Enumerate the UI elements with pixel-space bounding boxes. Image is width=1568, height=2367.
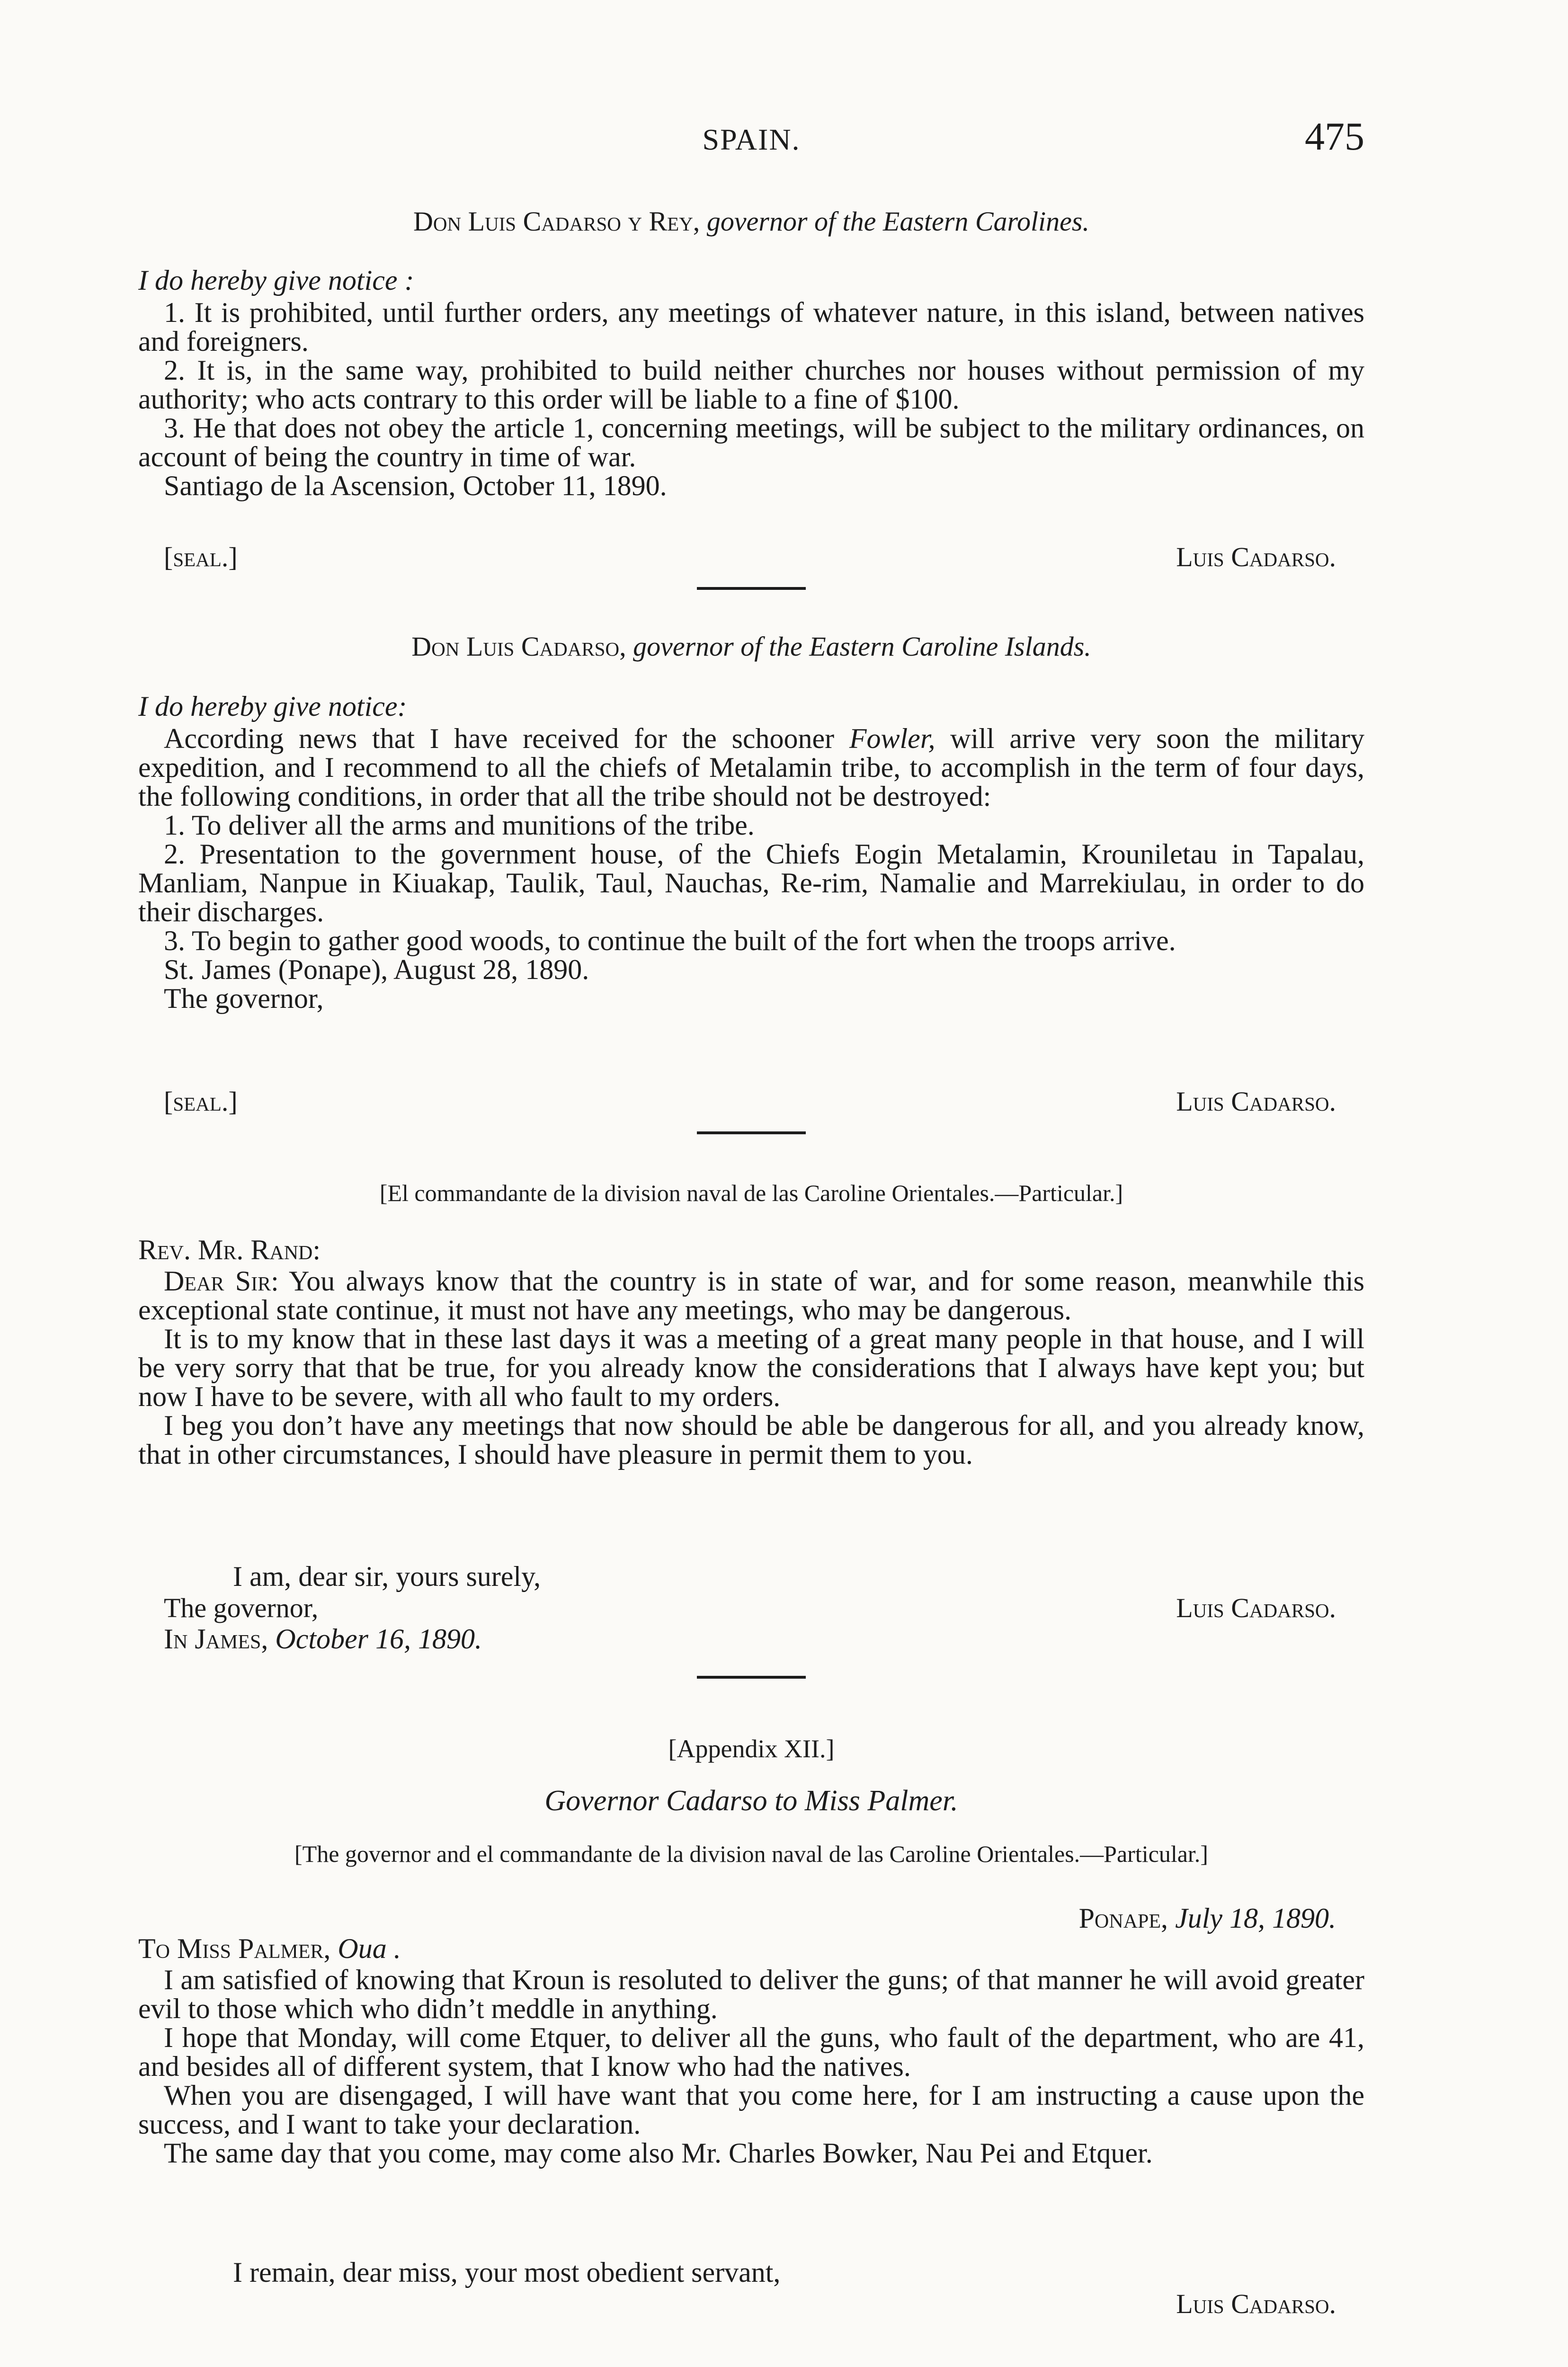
notice1-place-date: Santiago de la Ascension, October 11, 1890. <box>164 470 667 501</box>
notice1-signature-row <box>138 543 1364 572</box>
letter1-bracket-note: [El commandante de la division naval de las Caroline Orientales.—Particular.] <box>379 1180 1123 1206</box>
notice2-item: 2. Presentation to the government house, of the Chiefs Eogin Metalamin, Krouniletau in Tapalau, Manliam, Nanpue in Kiuakap, Taulik, Taul, Nauchas, Re-rim, Namalie and Marrekiulau, in order to do their discharges. <box>138 838 1364 927</box>
notice2-intro: I do hereby give notice: <box>138 691 407 722</box>
notice1-heading <box>138 205 1364 239</box>
notice2-item: 3. To begin to gather good woods, to continue the built of the fort when the troops arrive. <box>164 925 1176 956</box>
appendix-label: [Appendix XII.] <box>668 1735 835 1763</box>
notice2-signature: Luis Cadarso. <box>1176 1086 1336 1117</box>
appendix-closing: I remain, dear miss, your most obedient servant, <box>233 2257 781 2288</box>
notice1-items <box>138 298 1364 500</box>
letter1-paragraph <box>138 1267 1364 1325</box>
page-number: 475 <box>1305 115 1364 159</box>
notice2-text-after: will arrive very soon the military expedition, and I recommend to all the chiefs of Metalamin tribe, to accomplish in the term of four days, the following conditions, in order that all the tribe should not be destroyed: <box>138 723 1364 812</box>
notice2-heading-role: governor of the Eastern Caroline Islands. <box>633 631 1091 662</box>
appendix-addressee <box>138 1934 1364 1963</box>
notice1-signature: Luis Cadarso. <box>1176 542 1336 572</box>
letter1-body <box>138 1267 1364 1469</box>
appendix-bracket-note: [The governor and el commandante de la division naval de las Caroline Orientales.—Particular.] <box>294 1841 1208 1867</box>
notice2-signature-row <box>138 1087 1364 1116</box>
appendix-paragraph: The same day that you come, may come also Mr. Charles Bowker, Nau Pei and Etquer. <box>164 2137 1153 2169</box>
running-head: SPAIN. <box>702 123 801 156</box>
notice1-item: 2. It is, in the same way, prohibited to build neither churches nor houses without permission of my authority; who acts contrary to this order will be liable to a fine of $100. <box>138 355 1364 415</box>
letter1-date: October 16, 1890. <box>275 1623 482 1655</box>
page-column <box>138 0 1364 2367</box>
letter1-signature-row <box>138 1593 1364 1623</box>
appendix-paragraph: I hope that Monday, will come Etquer, to deliver all the guns, who fault of the department, who are 41, and besides all of different system, that I know who had the natives. <box>138 2022 1364 2082</box>
notice2-place-date: St. James (Ponape), August 28, 1890. <box>164 954 589 985</box>
appendix-paragraph: I am satisfied of knowing that Kroun is resoluted to deliver the guns; of that manner he will avoid greater evil to those which who didn’t meddle in anything. <box>138 1964 1364 2024</box>
appendix-dateline <box>138 1903 1364 1933</box>
letter1-paragraph-text: You always know that the country is in state of war, and for some reason, meanwhile this exceptional state continue, it must not have any meetings, who may be dangerous. <box>138 1265 1364 1326</box>
notice1-intro: I do hereby give notice : <box>138 265 414 296</box>
letter1-signature: Luis Cadarso. <box>1176 1593 1336 1623</box>
appendix-place: Ponape, <box>1078 1903 1168 1934</box>
letter1-closing: I am, dear sir, yours surely, <box>233 1561 541 1592</box>
notice1-heading-name: Don Luis Cadarso y Rey, <box>413 206 700 237</box>
notice2-heading <box>138 630 1364 664</box>
letter1-salutation: Dear Sir: <box>164 1265 279 1297</box>
notice2-seal: [seal.] <box>164 1086 238 1117</box>
letter1-paragraph: It is to my know that in these last days it was a meeting of a great many people in that house, and I will be very sorry that that be true, for you already know the considerations that I always have kept you; but now I have to be severe, with all who fault to my orders. <box>138 1323 1364 1412</box>
section-rule <box>697 587 806 590</box>
notice2-ship-name: Fowler, <box>849 723 935 754</box>
letter1-governor: The governor, <box>164 1593 319 1623</box>
notice1-item: 1. It is prohibited, until further orders, any meetings of whatever nature, in this island, between natives and foreigners. <box>138 297 1364 357</box>
letter1-paragraph: I beg you don’t have any meetings that now should be able be dangerous for all, and you already know, that in other circumstances, I should have pleasure in permit them to you. <box>138 1410 1364 1470</box>
notice2-heading-name: Don Luis Cadarso, <box>411 631 626 662</box>
notice2-closing: The governor, <box>164 983 324 1014</box>
appendix-signature-row <box>138 2289 1364 2319</box>
appendix-body <box>138 1966 1364 2168</box>
notice2-item: 1. To deliver all the arms and munitions of the tribe. <box>164 810 755 841</box>
letter1-place-date <box>138 1625 1390 1654</box>
letter1-place: In James, <box>164 1623 268 1655</box>
letter1-addressee: Rev. Mr. Rand: <box>138 1234 321 1265</box>
section-rule <box>697 1676 806 1679</box>
notice1-seal: [seal.] <box>164 542 238 572</box>
notice2-paragraph <box>138 724 1364 811</box>
notice2-text-before: According news that I have received for the schooner <box>164 723 849 754</box>
appendix-paragraph: When you are disengaged, I will have want that you come here, for I am instructing a cause upon the success, and I want to take your declaration. <box>138 2080 1364 2140</box>
section-rule <box>697 1131 806 1134</box>
notice1-item: 3. He that does not obey the article 1, concerning meetings, will be subject to the military ordinances, on account of being the country in time of war. <box>138 412 1364 472</box>
appendix-date: July 18, 1890. <box>1175 1903 1336 1934</box>
appendix-addressee-place: Oua . <box>338 1933 401 1964</box>
notice2-body <box>138 724 1364 1013</box>
appendix-signature: Luis Cadarso. <box>1176 2288 1336 2319</box>
appendix-addressee-name: To Miss Palmer, <box>138 1933 331 1964</box>
notice1-heading-role: governor of the Eastern Carolines. <box>706 206 1089 237</box>
appendix-title: Governor Cadarso to Miss Palmer. <box>544 1785 958 1817</box>
